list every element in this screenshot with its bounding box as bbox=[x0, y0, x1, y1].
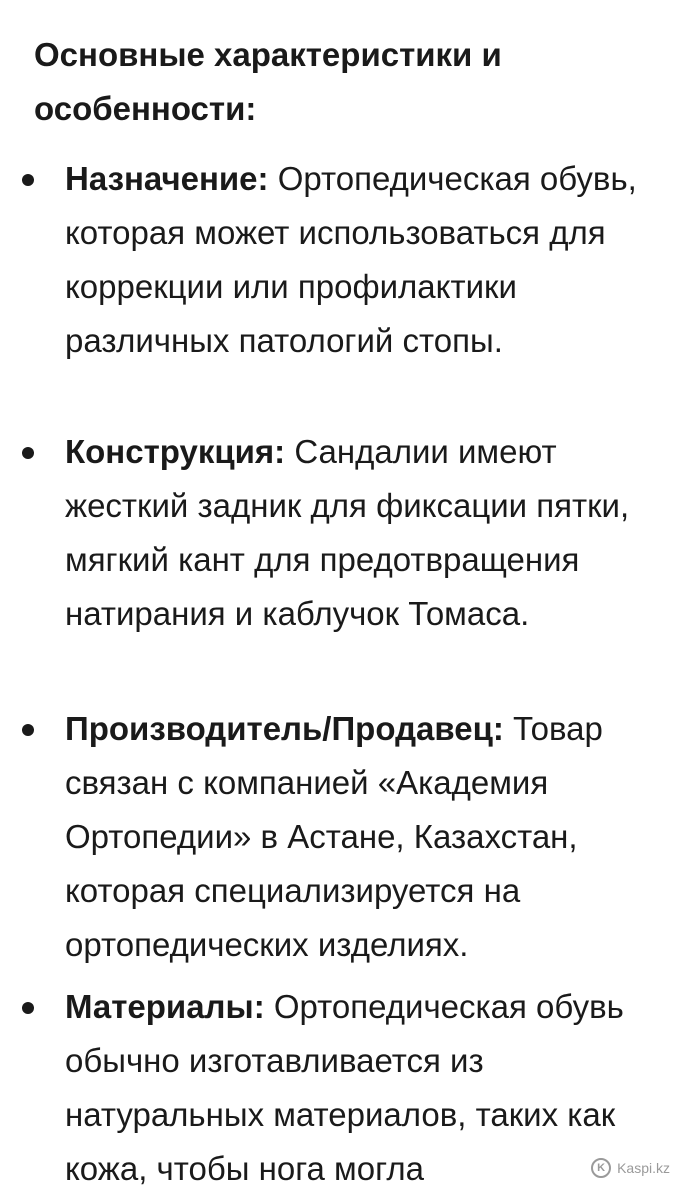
bullet-icon bbox=[22, 724, 34, 736]
kaspi-watermark bbox=[591, 1158, 670, 1178]
list-item-label: Конструкция: bbox=[65, 433, 286, 470]
bullet-icon bbox=[22, 174, 34, 186]
list-item-body: Сандалии имеют жесткий задник для фиксации пятки, мягкий кант для предотвращения натирания и каблучок Томаса. bbox=[65, 433, 630, 632]
section-heading: Основные характеристики и особенности: bbox=[34, 36, 502, 127]
list-item-text bbox=[65, 152, 665, 368]
list-item-text bbox=[65, 980, 665, 1196]
list-item-body: Товар связан с компанией «Академия Ортопедии» в Астане, Казахстан, которая специализируется на ортопедических изделиях. bbox=[65, 710, 603, 963]
list-item-label: Назначение: bbox=[65, 160, 269, 197]
list-item-label: Производитель/Продавец: bbox=[65, 710, 504, 747]
bullet-icon bbox=[22, 447, 34, 459]
watermark-text: Kaspi.kz bbox=[617, 1160, 670, 1176]
kaspi-logo-icon: K bbox=[591, 1158, 611, 1178]
list-item-body: Ортопедическая обувь, которая может использоваться для коррекции или профилактики различных патологий стопы. bbox=[65, 160, 637, 359]
bullet-icon bbox=[22, 1002, 34, 1014]
list-item-text bbox=[65, 702, 665, 972]
list-item-text bbox=[65, 425, 665, 641]
list-item-label: Материалы: bbox=[65, 988, 265, 1025]
list-item-body: Ортопедическая обувь обычно изготавливается из натуральных материалов, таких как кожа, чтобы нога могла bbox=[65, 988, 624, 1187]
